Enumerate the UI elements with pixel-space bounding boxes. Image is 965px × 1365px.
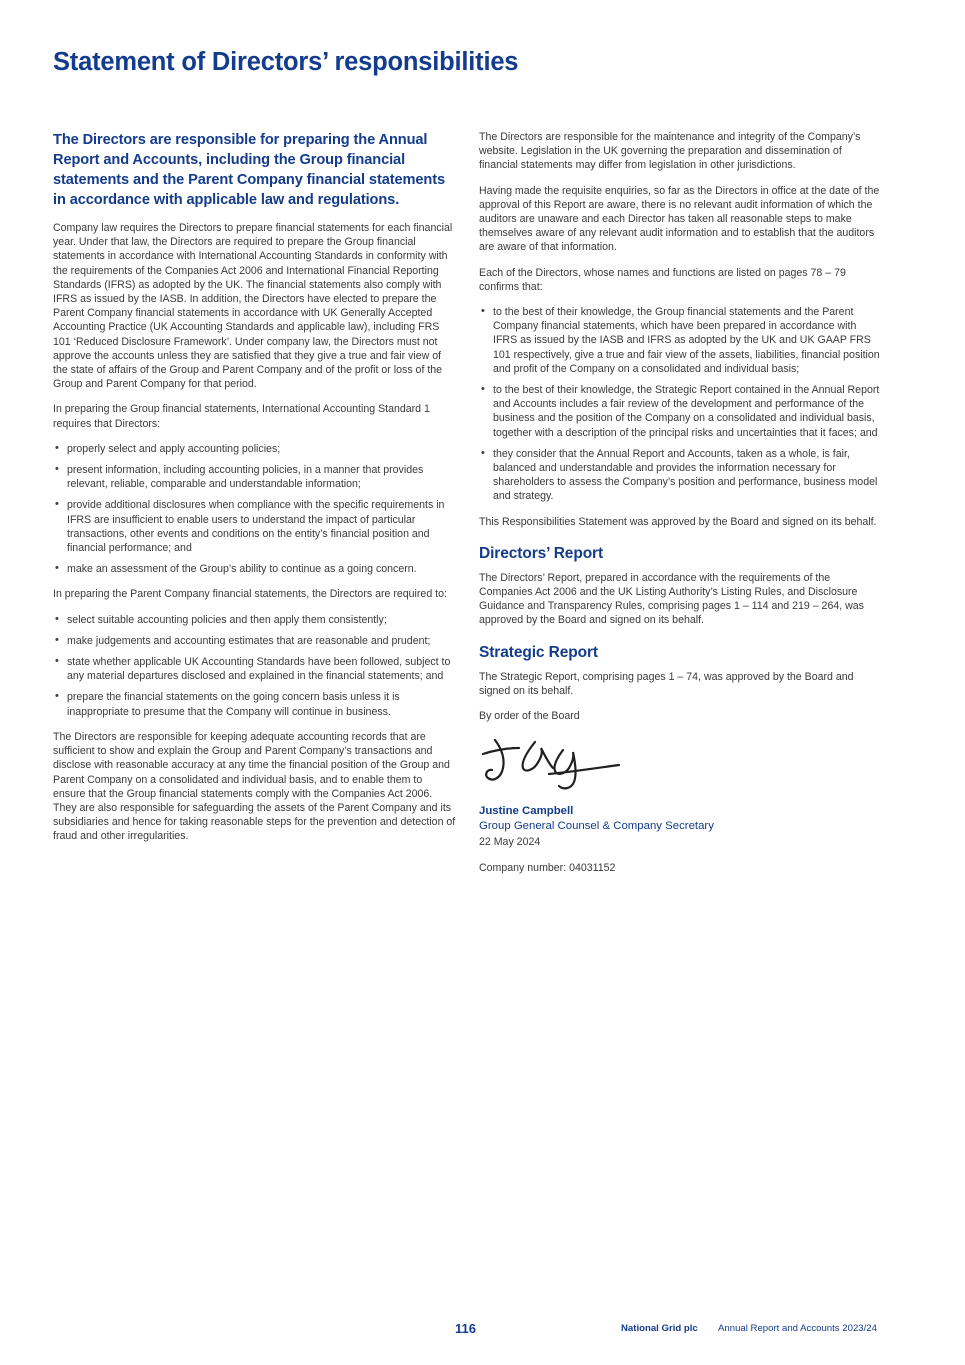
list-item: • they consider that the Annual Report and Accounts, taken as a whole, is fair, balanced and understandable and provides the information necessary for shareholders to assess the Company’s position and performance, business model and strategy. [479, 447, 882, 504]
signatory-name: Justine Campbell [479, 805, 574, 818]
right-paragraph-4: This Responsibilities Statement was approved by the Board and signed on its behalf. [479, 515, 877, 528]
signature-block [479, 734, 882, 874]
left-paragraph-4: The Directors are responsible for keeping adequate accounting records that are sufficient to show and explain the Group and Parent Company’s transactions and disclose with reasonable accuracy at any time the financial position of the Group and Parent Company on a consolidated and individual basis, and to enable them to ensure that the Group financial statements comply with the Companies Act 2006. They are also responsible for safeguarding the assets of the Parent Company and its subsidiaries and hence for taking reasonable steps for the prevention and detection of fraud and other irregularities. [53, 730, 456, 843]
list-item: • make judgements and accounting estimates that are reasonable and prudent; [53, 634, 456, 648]
left-bullet-list-2 [53, 613, 456, 719]
left-column [53, 130, 456, 855]
footer-brand: National Grid plc [621, 1323, 698, 1334]
list-item: • provide additional disclosures when compliance with the specific requirements in IFRS are insufficient to enable users to understand the impact of particular transactions, other events and conditions on the entity’s financial position and financial performance; and [53, 498, 456, 555]
list-item: • prepare the financial statements on the going concern basis unless it is inappropriate to presume that the Company will continue in business. [53, 690, 456, 718]
list-item: • make an assessment of the Group’s ability to continue as a going concern. [53, 562, 456, 576]
page-title: Statement of Directors’ responsibilities [53, 48, 519, 76]
signature-image [479, 734, 882, 794]
left-paragraph-1: Company law requires the Directors to prepare financial statements for each financial year. Under that law, the Directors are required to prepare the Group financial statements in accordance with International Accounting Standards in conformity with the requirements of the Companies Act 2006 and International Financial Reporting Standards (IFRS) as adopted by the UK. The financial statements also comply with IFRS as issued by the IASB. In addition, the Directors have elected to prepare the Parent Company financial statements in accordance with UK Generally Accepted Accounting Practice (UK Accounting Standards and applicable law), including FRS 101 ‘Reduced Disclosure Framework’. Under company law, the Directors must not approve the accounts unless they are satisfied that they give a true and fair view of the state of affairs of the Group and Parent Company and of the profit or loss of the Group and Parent Company for that period. [53, 222, 453, 391]
footer-document-title: Annual Report and Accounts 2023/24 [718, 1323, 877, 1334]
strategic-report-heading: Strategic Report [479, 643, 598, 661]
left-paragraph-2: In preparing the Group financial statements, International Accounting Standard 1 requires that Directors: [53, 403, 430, 430]
signatory-role: Group General Counsel & Company Secretary [479, 820, 714, 833]
page-number: 116 [455, 1321, 476, 1336]
right-paragraph-2: Having made the requisite enquiries, so far as the Directors in office at the date of the approval of this Report are aware, there is no relevant audit information of which the auditors are unaware and each Director has taken all reasonable steps to make themselves aware of any relevant audit information and to establish that the auditors are aware of that information. [479, 184, 880, 254]
right-paragraph-1: The Directors are responsible for the maintenance and integrity of the Company’s website. Legislation in the UK governing the preparation and dissemination of financial statements may differ from legislation in other jurisdictions. [479, 131, 861, 172]
left-paragraph-3: In preparing the Parent Company financial statements, the Directors are required to: [53, 588, 447, 601]
list-item: • to the best of their knowledge, the Strategic Report contained in the Annual Report and Accounts includes a fair review of the development and performance of the business and the position of the Company on a consolidated and individual basis, together with a description of the principal risks and uncertainties that it faces; and [479, 383, 882, 440]
list-item: • properly select and apply accounting policies; [53, 442, 456, 456]
lead-paragraph: The Directors are responsible for preparing the Annual Report and Accounts, including the Group financial statements and the Parent Company financial statements in accordance with applicable law and regulations. [53, 132, 445, 208]
signature-date: 22 May 2024 [479, 836, 541, 849]
right-paragraph-3: Each of the Directors, whose names and functions are listed on pages 78 – 79 confirms that: [479, 266, 846, 293]
list-item: • present information, including accounting policies, in a manner that provides relevant, reliable, comparable and understandable information; [53, 463, 456, 491]
left-bullet-list-1 [53, 442, 456, 577]
directors-report-text: The Directors’ Report, prepared in accordance with the requirements of the Companies Act 2006 and the UK Listing Authority’s Listing Rules, and Disclosure Guidance and Transparency Rules, comprising pages 1 – 114 and 219 – 264, was approved by the Board and signed on its behalf. [479, 571, 864, 627]
list-item: • select suitable accounting policies and then apply them consistently; [53, 613, 456, 627]
right-column [479, 130, 882, 874]
right-bullet-list [479, 305, 882, 504]
page-footer [0, 1321, 965, 1337]
by-order-of-the-board: By order of the Board [479, 710, 580, 723]
directors-report-heading: Directors’ Report [479, 544, 604, 562]
list-item: • state whether applicable UK Accounting Standards have been followed, subject to any material departures disclosed and explained in the financial statements; and [53, 655, 456, 683]
company-number: Company number: 04031152 [479, 862, 616, 875]
list-item: • to the best of their knowledge, the Group financial statements and the Parent Company financial statements, which have been prepared in accordance with IFRS as issued by the IASB and IFRS as adopted by the UK and UK GAAP FRS 101 respectively, give a true and fair view of the assets, liabilities, financial position and profit of the Company on a consolidated and individual basis; [479, 305, 882, 376]
strategic-report-text: The Strategic Report, comprising pages 1 – 74, was approved by the Board and signed on its behalf. [479, 670, 854, 697]
